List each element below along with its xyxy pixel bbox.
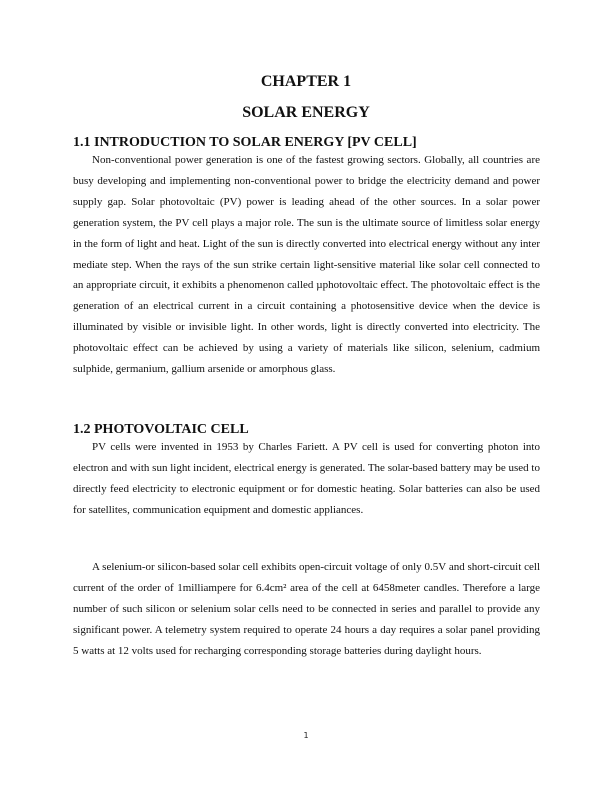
section-1-2-paragraph-2: A selenium-or silicon-based solar cell exhibits open-circuit voltage of only 0.5V and short-circuit cell current of the order of 1milliampere for 6.4cm² area of the cell at 6458meter candles. Therefore a large number of such silicon or selenium solar cells need to be connected in series and parallel to provide any significant power. A telemetry system required to operate 24 hours a day requires a solar panel providing 5 watts at 12 volts used for recharging corresponding storage batteries during daylight hours. xyxy=(73,561,540,657)
page-number: 1 xyxy=(303,731,309,740)
chapter-title: SOLAR ENERGY xyxy=(242,104,370,121)
section-heading-1-1: 1.1 INTRODUCTION TO SOLAR ENERGY [PV CELL] xyxy=(73,135,417,150)
section-heading-1-2: 1.2 PHOTOVOLTAIC CELL xyxy=(73,422,249,437)
section-1-2-paragraph-1: PV cells were invented in 1953 by Charles Fariett. A PV cell is used for converting photon into electron and with sun light incident, electrical energy is generated. The solar-based battery may be used to directly feed electricity to electronic equipment or for domestic heating. Solar batteries can also be used for satellites, communication equipment and domestic appliances. xyxy=(73,441,540,516)
chapter-number: CHAPTER 1 xyxy=(260,73,352,90)
section-1-1-paragraph: Non-conventional power generation is one of the fastest growing sectors. Globally, all countries are busy developing and implementing non-conventional power to bridge the electricity demand and power supply gap. Solar photovoltaic (PV) power is leading ahead of the other sources. In a solar power generation system, the PV cell plays a major role. The sun is the ultimate source of limitless solar energy in the form of light and heat. Light of the sun is directly converted into electrical energy without any inter mediate step. When the rays of the sun strike certain light-sensitive material like solar cell connected to an appropriate circuit, it exhibits a phenomenon called µphotovoltaic effect. The photovoltaic effect is the generation of an electrical current in a circuit containing a photosensitive device when the device is illuminated by visible or invisible light. In other words, light is directly converted into electricity. The photovoltaic effect can be achieved by using a variety of materials like silicon, selenium, cadmium sulphide, germanium, gallium arsenide or amorphous glass. xyxy=(73,154,540,376)
